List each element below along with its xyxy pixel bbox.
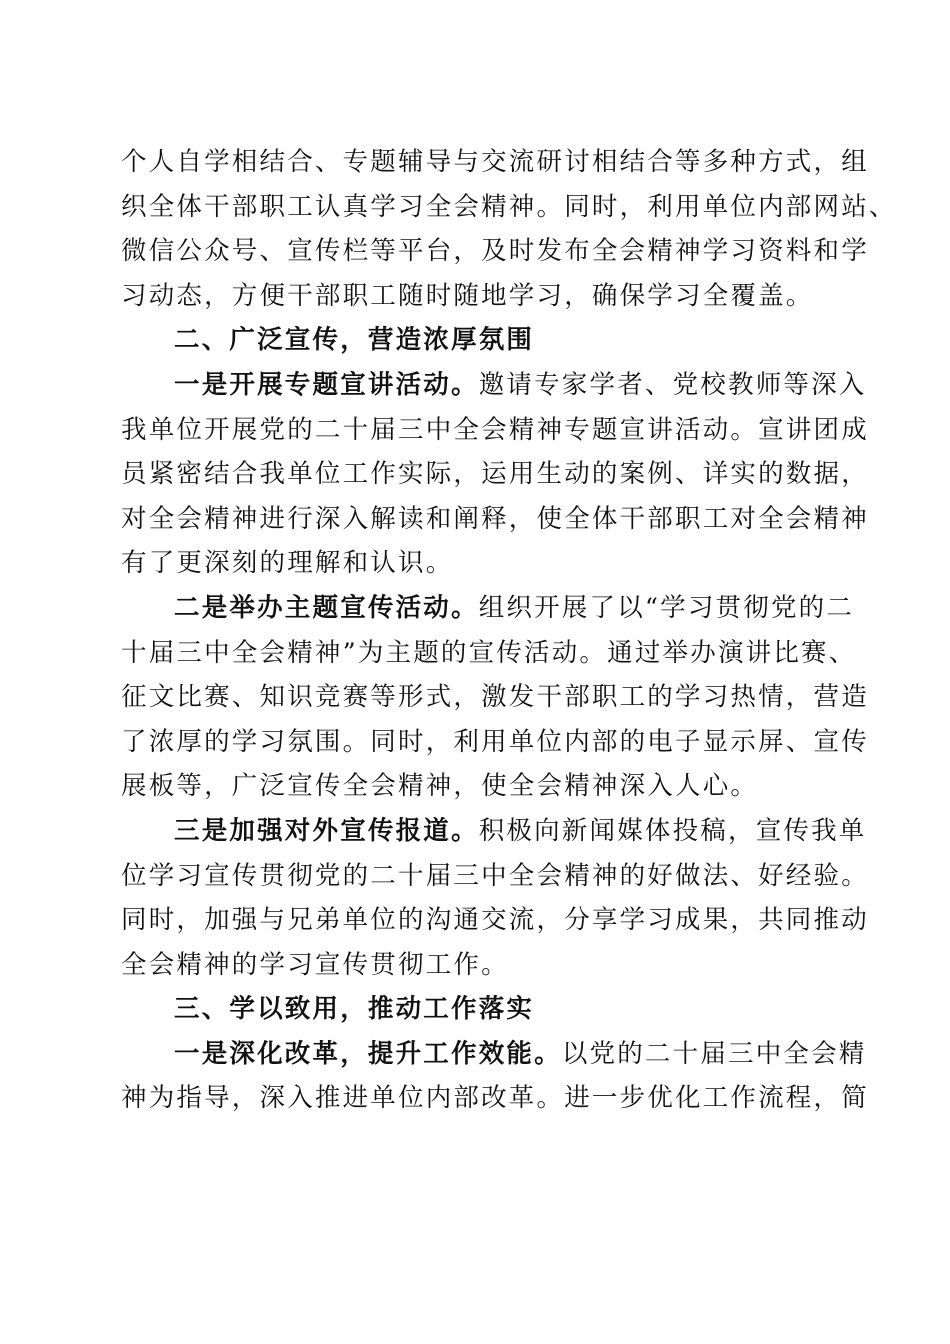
section-heading-2: 二、广泛宣传，营造浓厚氛围 xyxy=(174,325,535,356)
paragraph-lead: 一是开展专题宣讲活动。 xyxy=(174,369,479,400)
paragraph-first-line xyxy=(121,809,867,854)
text-line: 同时，加强与兄弟单位的沟通交流，分享学习成果，共同推动 xyxy=(121,905,869,936)
text-line: 微信公众号、宣传栏等平台，及时发布全会精神学习资料和学 xyxy=(121,236,869,267)
paragraph-first-line xyxy=(121,363,867,408)
text-line: 了浓厚的学习氛围。同时，利用单位内部的电子显示屏、宣传 xyxy=(121,726,869,757)
text-line: 征文比赛、知识竞赛等形式，激发干部职工的学习热情，营造 xyxy=(121,682,869,713)
text-line: 全会精神的学习宣传贯彻工作。 xyxy=(121,949,509,980)
text-line: 有了更深刻的理解和认识。 xyxy=(121,548,454,579)
paragraph-first-line xyxy=(121,1032,867,1077)
text-line: 十届三中全会精神”为主题的宣传活动。通过举办演讲比赛、 xyxy=(121,637,857,668)
text-line: 习动态，方便干部职工随时随地学习，确保学习全覆盖。 xyxy=(121,280,814,311)
section-heading-3: 三、学以致用，推动工作落实 xyxy=(174,994,535,1025)
paragraph-text: 积极向新闻媒体投稿，宣传我单 xyxy=(478,815,867,846)
paragraph-lead: 二是举办主题宣传活动。 xyxy=(174,592,479,623)
paragraph-lead: 三是加强对外宣传报道。 xyxy=(174,815,479,846)
text-line: 神为指导，深入推进单位内部改革。进一步优化工作流程，简 xyxy=(121,1083,869,1114)
text-line: 对全会精神进行深入解读和阐释，使全体干部职工对全会精神 xyxy=(121,503,869,534)
text-line: 我单位开展党的二十届三中全会精神专题宣讲活动。宣讲团成 xyxy=(121,414,869,445)
paragraph-text: 邀请专家学者、党校教师等深入 xyxy=(478,369,867,400)
paragraph-lead: 一是深化改革，提升工作效能。 xyxy=(174,1038,562,1069)
document-body xyxy=(121,140,897,1121)
text-line: 位学习宣传贯彻党的二十届三中全会精神的好做法、好经验。 xyxy=(121,860,869,891)
text-line: 展板等，广泛宣传全会精神，使全会精神深入人心。 xyxy=(121,771,759,802)
paragraph-text: 组织开展了以“学习贯彻党的二 xyxy=(478,592,855,623)
text-line: 员紧密结合我单位工作实际，运用生动的案例、详实的数据， xyxy=(121,459,869,490)
text-line: 个人自学相结合、专题辅导与交流研讨相结合等多种方式，组 xyxy=(121,147,869,177)
text-line: 织全体干部职工认真学习全会精神。同时，利用单位内部网站、 xyxy=(121,191,897,222)
paragraph-text: 以党的二十届三中全会精 xyxy=(561,1038,867,1069)
paragraph-first-line xyxy=(121,586,855,631)
